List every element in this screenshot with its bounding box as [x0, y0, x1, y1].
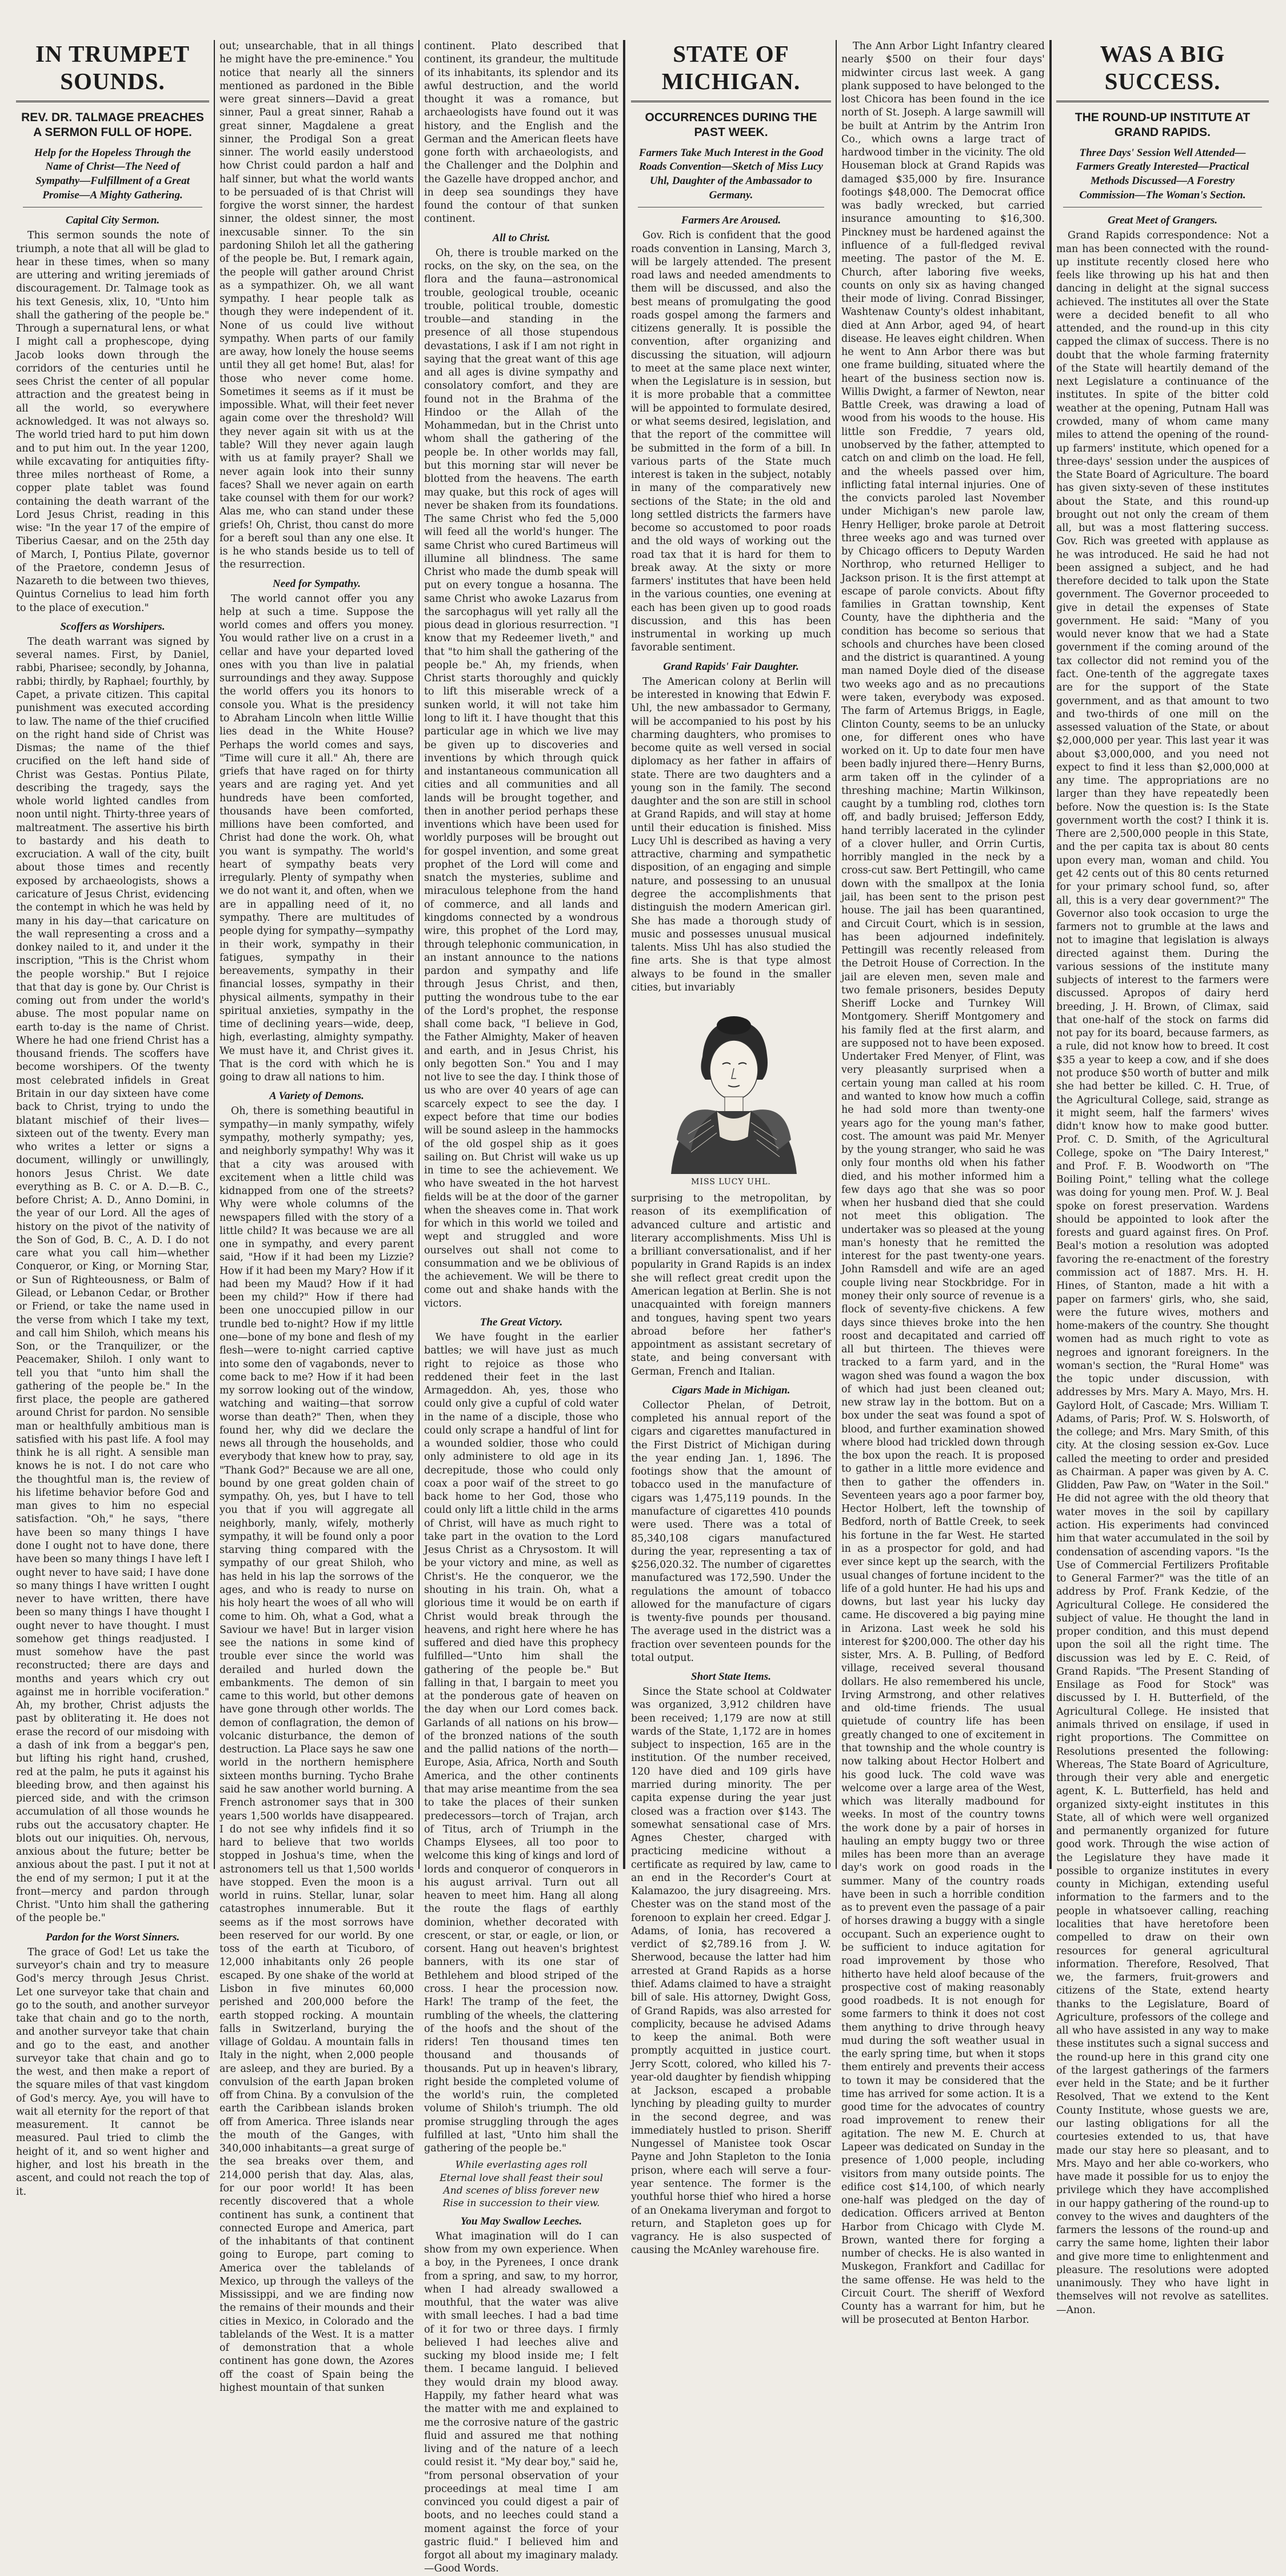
section-title: A Variety of Demons. — [269, 1090, 364, 1103]
section-title: You May Swallow Leeches. — [460, 2215, 582, 2227]
hymn-verse: While everlasting ages roll Eternal love shall feast their soul And scenes of bliss forever new Rise in succession to their view. — [440, 2159, 603, 2209]
article-paragraph: out; unsearchable, that in all things he might have the pre-eminence." You notice that nearly all the sinners mentioned as pardoned in the Bible were great sinners—David a great sinner, Paul a great sinner, Rahab a great sinner, Magdalene a great sinner, the Prodigal Son a great sinner. The world easily understood how Christ could pardon a half and half sinner, but what the world wants to be persuaded of is that Christ will forgive the worst sinner, the hardest sinner, the oldest sinner, the most inexcusable sinner. To the sin pardoning Shiloh let all the gathering of the people be. But, I remark again, the people will gather around Christ as a sympathizer. Oh, we all want sympathy. I hear people talk as though they were independent of it. None of us could live without sympathy. When parts of our family are away, how lonely the house seems until they all get home! But, alas! for those who never come home. Sometimes it seems as if it must be impossible. What, will their feet never again come over the threshold? Will they never again sit with us at the table? Will they never again laugh with us at family prayer? Shall we never again look into their sunny faces? Shall we never again on earth take counsel with them for our work? Alas me, who can stand under these griefs! Oh, Christ, thou canst do more for a bereft soul than any one else. It is he who stands beside us to tell of the resurrection. — [219, 41, 414, 571]
article-paragraph: continent. Plato described that continent, its grandeur, the multitude of its inhabitants, its splendor and its awful destruction, and the world thought it was a romance, but archaeologists have found out it was history, and the English and the German and the American fleets have gone forth with archaeologists, and the Challenger and the Dolphin and the Gazelle have dropped anchor, and in deep sea soundings they have found the contour of that sunken continent. — [424, 41, 618, 225]
subdeck-round-up: Three Days' Session Well Attended—Farmers Greatly Interested—Practical Methods Discussed—A Forestry Commission—The Woman's Section. — [1063, 146, 1262, 208]
article-paragraph: Collector Phelan, of Detroit, completed his annual report of the cigars and cigarettes manufactured in the First District of Michigan during the year ending Jan. 1, 1896. The footings show that the amount of tobacco used in the manufacture of cigars was 1,475,119 pounds. In the manufacture of cigarettes 410 pounds were used. There was a total of 85,340,108 cigars manufactured during the year, representing a tax of $256,020.32. The number of cigarettes manufactured was 172,590. Under the regulations the amount of tobacco allowed for the manufacture of cigars is twenty-five pounds per thousand. The average used in the district was a fraction over seventeen pounds for the total output. — [631, 1399, 831, 1664]
section-title: Capital City Sermon. — [65, 214, 160, 227]
article-paragraph: The Ann Arbor Light Infantry cleared nearly $500 on their four days' midwinter circus last week. A gang plank supposed to have belonged to the lost Chicora has been found in the ice north of St. Joseph. A large sawmill will be built at Antrim by the Antrim Iron Co., which owns a large tract of hardwood timber in the vicinity. The old Houseman block at Grand Rapids was damaged $35,000 by fire. Insurance footings $48,000. The Democrat office was badly wrecked, but carried insurance amounting to $16,300. Pinckney must be hardened against the influence of a full-fledged revival meeting. The pastor of the M. E. Church, after laboring five weeks, counts on only six as having changed their mode of living. Conrad Bissinger, Washtenaw County's oldest inhabitant, died at Ann Arbor, aged 94, of heart disease. He leaves eight children. When he went to Ann Arbor there was but one frame building, situated where the heart of the business section now is. Willis Dwight, a farmer of Newton, near Battle Creek, was drawing a load of wood from his woods to the house. His little son Freddie, 7 years old, unobserved by the father, attempted to catch on and climb on the load. He fell, and the wheels passed over him, inflicting fatal internal injuries. One of the convicts paroled last November under Michigan's new parole law, Henry Helliger, broke parole at Detroit three weeks ago and was turned over by Chicago officers to Deputy Warden Northrop, who returned Helliger to Jackson prison. It is the first attempt at escape of parole convicts. About fifty families in Grattan township, Kent County, have the diphtheria and the condition has become so serious that schools and churches have been closed and the district is quarantined. A young man named Doyle died of the disease two weeks ago and as no precautions were taken, everybody was exposed. The farm of Artemus Briggs, in Eagle, Clinton County, seems to be an unlucky one, for different ones who have worked on it. Up to date four men have been badly injured there—Henry Burns, arm taken off in the cylinder of a threshing machine; Martin Wilkinson, caught by a tumbling rod, clothes torn off, and badly bruised; Jefferson Eddy, hand terribly lacerated in the cylinder of a clover huller, and Orrin Curtis, horribly mangled in the neck by a cross-cut saw. Bert Pettingill, who came down with the smallpox at the Ionia jail, has been sent to the prison pest house. The jail has been quarantined, and Circuit Court, which is in session, has been adjourned indefinitely. Pettingill was recently released from the Detroit House of Correction. In the jail are eleven men, seven male and two female prisoners, besides Deputy Sheriff Locke and Turnkey Will Montgomery. Sheriff Montgomery and his family fled at the first alarm, and are supposed not to have been exposed. Undertaker Fred Menyer, of Flint, was very pleasantly surprised when a certain young man called at his room and wanted to know how much a coffin he had sold more than twenty-one years ago for the young man's father, cost. The amount was paid Mr. Menyer by the young stranger, who said he was only four months old when his father died, and his mother informed him a few days ago that she was so poor when her husband died that she could not meet this obligation. The undertaker was so pleased at the young man's honesty that he remitted the interest for the past twenty-one years. John Ramsdell and wife are an aged couple living near Stockbridge. For in money their only source of revenue is a flock of seventy-five chickens. A few days since thieves broke into the hen roost and decapitated and carried off all but thirteen. The thieves were tracked to a farm yard, and in the wagon shed was found a wagon the box of which had just been cleaned out; new straw lay in the bottom. But on a box under the seat was found a spot of blood, and further examination showed where blood had trickled down through the box upon the reach. It is proposed to gather in a little more evidence and then to gather the offenders in. Seventeen years ago a poor farmer boy, Hector Holbert, left the township of Bedford, north of Battle Creek, to seek his fortune in the far West. He started in as a prospector for gold, and had ever since kept up the search, with the usual changes of fortune incident to the life of a gold hunter. He had his ups and downs, but last year his lucky day came. He discovered a big paying mine in Arizona. Last week he sold his interest for $200,000. The other day his sister, Mrs. A. B. Pulling, of Bedford village, received several thousand dollars. He also remembered his uncle, Irving Armstrong, and other relatives and old-time friends. The usual quietude of country life has been greatly changed to one of excitement in that township and the whole country is now talking about Hector Holbert and his good luck. The cold wave was welcome over a large area of the West, which was literally madbound for weeks. In most of the country towns the work done by a pair of horses in hauling an empty buggy two or three miles has been more than an average day's work on good roads in the summer. Many of the country roads have been in such a horrible condition as to prevent even the passage of a pair of horses drawing a buggy with a single occupant. Such an experience ought to be sufficient to induce agitation for road improvement by those who hitherto have held aloof because of the prospective cost of making reasonably good roadbeds. It is not enough for some farmers to think it does not cost them anything to drive through heavy mud during the soft weather usual in the early spring time, but when it stops them entirely and prevents their access to town it may be considered that the time has arrived for some action. It is a good time for the advocates of country road improvement to renew their agitation. The new M. E. Church at Lapeer was dedicated on Sunday in the presence of 1,000 people, including visitors from many outside points. The edifice cost $14,100, of which nearly one-half was pledged on the day of dedication. Officers arrived at Benton Harbor from Chicago with Clyde M. Brown, wanted there for forging a number of checks. He is also wanted in Muskegon, Frankfort and Cadillac for the same offense. He was held to the Circuit Court. The sheriff of Wexford County has a warrant for him, but he will be prosecuted at Benton Harbor. — [841, 41, 1045, 2326]
column-rule — [418, 40, 420, 1869]
column-2 — [219, 40, 414, 2394]
article-paragraph: We have fought in the earlier battles; we will have just as much right to rejoice as those who reddened their feet in the last Armageddon. Ah, yes, those who could only give a cupful of cold water in the name of a disciple, those who could only scrape a handful of lint for a wounded soldier, those who could only administere to old age in its decrepitude, those who could only coax a poor waif of the street to go back home to her God, those who could only lift a little child in the arms of Christ, will have as much right to take part in the ovation to the Lord Jesus Christ as a Chrysostom. It will be your victory and mine, as well as Christ's. He the conqueror, we the shouting in his train. Oh, what a glorious time it would be on earth if Christ would break through the heavens, and right here where he has suffered and died have this prophecy fulfilled—"Unto him shall the gathering of the people be." But falling in that, I bargain to meet you at the ponderous gate of heaven on the day when our Lord comes back. Garlands of all nations on his brow—of the bronzed nations of the south and the pallid nations of the north—Europe, Asia, Africa, North and South America, and the other continents that may arise meantime from the sea to take the places of their sunken predecessors—torch of Trajan, arch of Titus, arch of Triumph in the Champs Elysees, all too poor to welcome this king of kings and lord of lords and conqueror of conquerors in his august arrival. Turn out all heaven to meet him. Hang all along the route the flags of earthly dominion, whether decorated with crescent, or star, or eagle, or lion, or corsent. Hang out heaven's brightest banners, with its one star of Bethlehem and blood striped of the cross. I hear the procession now. Hark! The tramp of the feet, the rumbling of the wheels, the clattering of the hoofs and the shout of the riders! Ten thousand times ten thousand and thousands of thousands. Put up in heaven's library, right beside the completed volume of the world's ruin, the completed volume of Shiloh's triumph. The old promise struggling through the ages fulfilled at last, "Unto him shall the gathering of the people be." — [424, 1331, 618, 2155]
section-title: Short State Items. — [691, 1671, 771, 1683]
column-rule-heavy — [1049, 40, 1052, 1869]
article-paragraph: surprising to the metropolitan, by reason of its exemplification of advanced culture and artistic and literary accomplishments. Miss Uhl is a brilliant conversationalist, and if her popularity in Grand Rapids is an index she will reflect great credit upon the American legation at Berlin. She is not unacquainted with foreign manners and tongues, having spent two years abroad before her father's appointment as assistant secretary of state, and being conversant with German, French and Italian. — [631, 1193, 831, 1377]
section-title: Pardon for the Worst Sinners. — [45, 1931, 180, 1943]
article-paragraph: The death warrant was signed by several names. First, by Daniel, rabbi, Pharisee; secondly, by Johanna, rabbi; thirdly, by Raphael; fourthly, by Capet, a private citizen. This capital punishment was executed according to law. The name of the thief crucified on the right hand side of Christ was Dismas; the name of the thief crucified on the left hand side of Christ was Gestas. Pontius Pilate, describing the tragedy, says the whole world lighted candles from noon until night. Thirty-three years of maltreatment. The assertive his birth to bastardy and his death to excruciation. A wall of the city, built about those times and recently exposed by archaeologists, shows a caricature of Jesus Christ, evidencing the contempt in which he was held by many in his day—that caricature on the wall representing a cross and a donkey nailed to it, and under it the inscription, "This is the Christ whom the people worship." But I rejoice that that day is gone by. Our Christ is coming out from under the world's abuse. The most popular name on earth to-day is the name of Christ. Where he had one friend Christ has a thousand friends. The scoffers have become worshipers. Of the twenty most celebrated infidels in Great Britain in our day sixteen have come back to Christ, trying to undo the blatant mischief of their lives—sixteen out of the twenty. Every man who writes a letter or signs a document, willingly or unwillingly, honors Jesus Christ. We date everything as B. C. or A. D.—B. C., before Christ; A. D., Anno Domini, in the year of our Lord. All the ages of history on the pivot of the nativity of the Son of God, B. C., A. D. I do not care what you call him—whether Conqueror, or King, or Morning Star, or Sun of Righteousness, or Balm of Gilead, or Lebanon Cedar, or Brother or Friend, or take the name used in the verse from which I take my text, and call him Shiloh, which means his Son, or the Tranquilizer, or the Peacemaker, Shiloh. I only want to tell you that "unto him shall the gathering of the people be." In the first place, the people are gathered around Christ for pardon. No sensible man or healthfully ambitious man is satisfied with his past life. A fool may think he is all right. A sensible man knows he is not. I do not care who the thoughtful man is, the review of his lifetime behavior before God and man gives to him no especial satisfaction. "Oh," he says, "there have been so many things I have done I ought not to have done, there have been so many things I have left I ought never to have said; I have done so many things I have written I ought never to have written, there have been so many things I have thought I ought never to have thought. I must somehow get things readjusted. I must somehow have the past reconstructed; there are days and months and years which cry out against me in horrible vociferation." Ah, my brother, Christ adjusts the past by obliterating it. He does not erase the record of our misdoing with a dash of ink from a beggar's pen, but lifting his right hand, crushed, red at the palm, he puts it against his bleeding brow, and then against his pierced side, and with the crimson accumulation of all those wounds he rubs out the accusatory chapter. He blots out our iniquities. Oh, nervous, anxious about the future; better be anxious about the past. I put it not at the end of my sermon; I put it at the front—mercy and pardon through Christ. "Unto him shall the gathering of the people be." — [16, 636, 209, 1924]
column-rule-heavy — [623, 40, 625, 1869]
article-paragraph: Since the State school at Coldwater was organized, 3,912 children have been received; 1,179 are now at still wards of the State, 1,172 are in homes subject to inspection, 165 are in the institution. Of the number received, 120 have died and 109 girls have married during minority. The per capita expense during the year just closed was a fraction over $143. The somewhat sensational case of Mrs. Agnes Chester, charged with practicing medicine without a certificate as required by law, came to an end in the Recorder's Court at Kalamazoo, the jury disagreeing. Mrs. Chester was on the stand most of the forenoon to explain her creed. Edgar J. Adams, of Ionia, has recovered a verdict of $2,789.16 from J. W. Sherwood, because the latter had him arrested at Grand Rapids as a horse thief. Adams claimed to have a straight bill of sale. His attorney, Dwight Goss, of Grand Rapids, was also arrested for complicity, because he advised Adams to keep the animal. Both were promptly acquitted in justice court. Jerry Scott, colored, who killed his 7-year-old daughter by fiendish whipping at Jackson, escaped a probable lynching by pleading guilty to murder in the second degree, and was immediately hustled to prison. Sheriff Nungessel of Manistee took Oscar Payne and John Stapleton to the Ionia prison, where each will serve a four-year sentence. The former is the youthful horse thief who hired a horse of an Onekama liveryman and forgot to return, and Stapleton goes up for vagrancy. He is also suspected of causing the McAnley warehouse fire. — [631, 1686, 831, 2257]
column-5 — [841, 40, 1045, 2326]
headline-big-success: WAS A BIG SUCCESS. — [1056, 40, 1269, 102]
column-3 — [424, 40, 618, 2575]
column-rule — [836, 40, 837, 1869]
column-rule — [214, 40, 215, 1869]
portrait-caption: MISS LUCY UHL. — [691, 1177, 771, 1187]
article-paragraph: Oh, there is something beautiful in sympathy—in manly sympathy, wifely sympathy, motherly sympathy; yes, and neighborly sympathy! Why was it that a city was aroused with excitement when a little child was kidnapped from one of the streets? Why were whole columns of the newspapers filled with the story of a little child? It was because we are all one in sympathy, and every parent said, "How if it had been my Lizzie? How if it had been my Mary? How if it had been my Maud? How if it had been my child?" How if there had been one unoccupied pillow in our trundle bed to-night? How if my little one—bone of my bone and flesh of my flesh—were to-night carried captive into some den of vagabonds, never to come back to me? How if it had been my sorrow looking out of the window, watching and waiting—that sorrow worse than death?" Then, when they found her, why did we declare the news all through the households, and everybody that knew how to pray, say, "Thank God?" Because we are all one, bound by one great golden chain of sympathy. Oh, yes, but I have to tell you that if you will aggregate all neighborly, manly, wifely, motherly sympathy, it will be found only a poor starving thing compared with the sympathy of our great Shiloh, who has held in his lap the sorrows of the ages, and who is ready to nurse on his holy heart the woes of all who will come to him. Oh, what a God, what a Saviour we have! But in larger vision see the nations in some kind of trouble ever since the world was derailed and hurled down the embankments. The demon of sin came to this world, but other demons have gone through other worlds. The demon of conflagration, the demon of volcanic disturbance, the demon of destruction. La Place says he saw one world in the northern hemisphere sixteen months burning. Tycho Brahe said he saw another world burning. A French astronomer says that in 300 years 1,500 worlds have disappeared. I do not see why infidels find it so hard to believe that two worlds stopped in Joshua's time, when the astronomers tell us that 1,500 worlds have stopped. Even the moon is a world in ruins. Stellar, lunar, solar catastrophes innumerable. But it seems as if the most sorrows have been reserved for our world. By one toss of the earth at Ticuboro, of 12,000 inhabitants only 26 people escaped. By one shake of the world at Lisbon in five minutes 60,000 perished and 200,000 before the earth stopped rocking. A mountain falls in Switzerland, burying the village of Goldau. A mountain falls in Italy in the night, when 2,000 people are asleep, and they are buried. By a convulsion of the earth Japan broken off from China. By a convulsion of the earth the Caribbean islands broken off from America. Three islands near the mouth of the Ganges, with 340,000 inhabitants—a great surge of the sea breaks over them, and 214,000 perish that day. Alas, alas, for our poor world! It has been recently discovered that a whole continent has sunk, a continent that connected Europe and America, part of the inhabitants of that continent going to Europe, part coming to America over the tablelands of Mexico, up through the valleys of the Mississippi, and we are finding now the remains of their mounds and their cities in Mexico, in Colorado and the tablelands of the West. It is a matter of demonstration that a whole continent has gone down, the Azores off the coast of Spain being the highest mountain of that sunken — [219, 1105, 414, 2394]
column-6 — [1056, 40, 1269, 2316]
section-title: Cigars Made in Michigan. — [672, 1384, 790, 1396]
article-paragraph: This sermon sounds the note of triumph, a note that all will be glad to hear in these times, when so many are uttering and writing jeremiads of discouragement. Dr. Talmage took as his text Genesis, xlix, 10, "Unto him shall the gathering of the people be." Through a supernatural lens, or what I might call a prophescope, dying Jacob looks down through the corridors of the centuries until he sees Christ the center of all popular attraction and the greatest being in all the world, so everywhere acknowledged. It was not always so. The world tried hard to put him down and to put him out. In the year 1200, while excavating for antiquities fifty-three miles northeast of Rome, a copper plate tablet was found containing the death warrant of the Lord Jesus Christ, reading in this wise: "In the year 17 of the empire of Tiberius Caesar, and on the 25th day of March, I, Pontius Pilate, governor of the Praetore, condemn Jesus of Nazareth to die between two thieves, Quintus Cornelius to lead him forth to the place of execution." — [16, 230, 209, 614]
article-paragraph: Oh, there is trouble marked on the rocks, on the sky, on the sea, on the flora and the fauna—astronomical trouble, geological trouble, oceanic trouble, political trouble, domestic trouble—and standing in the presence of all those stupendous devastations, I ask if I am not right in saying that the great want of this age and all ages is divine sympathy and consolatory comfort, and they are found not in the Brahma of the Hindoo or the Allah of the Mohammedan, but in the Christ unto whom shall the gathering of the people be. In other worlds may fall, but this morning star will never be blotted from the heavens. The earth may quake, but this rock of ages will never be shaken from its foundations. The same Christ who fed the 5,000 will feed all the world's hunger. The same Christ who cured Bartimeus will illumine all blindness. The same Christ who made the dumb speak will put on every tongue a hosanna. The same Christ who awoke Lazarus from the sarcophagus will yet rally all the pious dead in glorious resurrection. "I know that my Redeemer liveth," and that "to him shall the gathering of the people be." Ah, my friends, when Christ starts thoroughly and quickly to lift this miserable wreck of a sunken world, it will not take him long to lift it. I have thought that this particular age in which we live may be given up to discoveries and inventions by which through quick and instantaneous communication all cities and all communities and all lands will be brought together, and then in another period perhaps these inventions which have been used for worldly purposes will be brought out for gospel invention, and some great prophet of the Lord will come and snatch the mysteries, sublime and miraculous telephone from the hand of commerce, and all lands and kingdoms connected by a wondrous wire, this prophet of the Lord may, through telephonic communication, in an instant announce to the nations pardon and sympathy and life through Jesus Christ, and then, putting the wondrous tube to the ear of the Lord's prophet, the response shall come back, "I believe in God, the Father Almighty, Maker of heaven and earth, and in Jesus Christ, his only begotten Son." You and I may not live to see the day. I think those of us who are over 40 years of age can scarcely expect to see the day. I expect before that time our bodies will be sound asleep in the hammocks of the old gospel ship as it goes sailing on. But Christ will wake us up in time to see the achievement. We who have sweated in the hot harvest fields will be at the door of the garner when the sheaves come in. That work for which in this world we toiled and wept and struggled and wore ourselves out shall not come to consummation and we be oblivious of the achievement. We will be there to come out and shake hands with the victors. — [424, 247, 618, 1309]
article-paragraph: What imagination will do I can show from my own experience. When a boy, in the Pyrenees, I once drank from a spring, and saw, to my horror, when I had already swallowed a mouthful, that the water was alive with small leeches. I had a bad time of it for two or three days. I firmly believed I had leeches alive and sucking my blood inside me; I felt them. I became languid. I believed they would drain my blood away. Happily, my father heard what was the matter with me and explained to me the corrosive nature of the gastric fluid and assured me that nothing living and of the nature of a leech could resist it. "My dear boy," said he, "from personal observation of your proceedings at meal time I am convinced you could digest a pair of boots, and no leeches could stand a moment against the force of your gastric fluid." I believed him and forgot all about my imaginary malady.—Good Words. — [424, 2230, 618, 2575]
section-title: Grand Rapids' Fair Daughter. — [663, 660, 799, 673]
section-title: Need for Sympathy. — [273, 577, 361, 590]
section-title: Scoffers as Worshipers. — [60, 620, 165, 633]
deck-talmage: REV. DR. TALMAGE PREACHES A SERMON FULL OF HOPE. — [21, 111, 204, 139]
column-4 — [631, 40, 831, 2257]
deck-round-up: THE ROUND-UP INSTITUTE AT GRAND RAPIDS. — [1075, 111, 1251, 139]
subdeck-michigan: Farmers Take Much Interest in the Good Roads Convention—Sketch of Miss Lucy Uhl, Daughter of the Ambassador to Germany. — [638, 146, 824, 208]
section-title: Farmers Are Aroused. — [681, 214, 781, 227]
headline-trumpet-sounds: IN TRUMPET SOUNDS. — [16, 40, 209, 102]
section-title: The Great Victory. — [480, 1316, 563, 1328]
article-paragraph: Grand Rapids correspondence: Not a man has been connected with the round-up institute recently closed here who feels like throwing up his hat and then dancing in delight at the signal success achieved. The institutes all over the State were a decided benefit to all who attended, and the round-up in this city capped the climax of success. There is no doubt that the whole farming fraternity of the State will heartily demand of the next Legislature a continuance of the institutes. In spite of the bitter cold weather at the opening, Putnam Hall was crowded, many of whom came many miles to attend the opening of the round-up farmers' institute, which opened for a three-days' session under the auspices of the State Board of Agriculture. The board has given sixty-seven of these institutes about the State, and this round-up brought out not only the cream of them all, but was a most flattering success. Gov. Rich was greeted with applause as he was introduced. He said he had not been assigned a subject, and he had therefore decided to talk upon the State government. The Governor proceeded to give in detail the expenses of State government. He said: "Many of you would never know that we had a State government if the coming around of the tax collector did not remind you of the fact. One-tenth of the aggregate taxes are for the support of the State government, and as that amount to two and two-thirds of one mill on the assessed valuation of the State, or about $2,000,000 per year. This last year it was about $3,000,000, and you need not expect to find it less than $2,000,000 at any time. The appropriations are no larger than they have repeatedly been before. Now the question is: Is the State government worth the cost? I think it is. There are 2,500,000 people in this State, and the per capita tax is about 80 cents upon every man, woman and child. You get 42 cents out of this 80 cents returned for your primary school fund, so, after all, this is a very dear government?" The Governor also took occasion to urge the farmers not to grumble at the laws and not to imagine that legislation is always directed against them. During the various sessions of the institute many subjects of interest to the farmers were discussed. Apropos of dairy herd breeding, J. H. Brown, of Climax, said that one-half of the stock on farms did not pay for its board, because farmers, as a rule, did not know how to breed. It cost $35 a year to keep a cow, and if she does not produce $50 worth of butter and milk she had better be killed. C. H. True, of the Agricultural College, said, strange as it might seem, half the farmers' wives didn't know how to make good butter. Prof. C. D. Smith, of the Agricultural College, spoke on "The Dairy Interest," and Prof. F. B. Woodworth on "The Boiling Point," telling what the college was doing for young men. Prof. W. J. Beal spoke on forest preservation. Wardens should be appointed to look after the forests and guard against fires. On Prof. Beal's motion a resolution was adopted favoring the re-enactment of the forestry commission act of 1887. Mrs. H. H. Hines, of Stanton, made a hit with a paper on farmers' girls, who, she said, were the future wives, mothers and home-makers of the country. She thought women had as much right to vote as negroes and ignorant foreigners. In the woman's section, the "Rural Home" was the topic under discussion, with addresses by Mrs. Mary A. Mayo, Mrs. H. Gaylord Holt, of Cascade; Mrs. William T. Adams, of Paris; Prof. W. S. Holsworth, of the college; and Mrs. Mary Smith, of this city. At the closing session ex-Gov. Luce called the meeting to order and presided as Chairman. A paper was given by A. C. Glidden, Paw Paw, on "Water in the Soil." He did not agree with the old theory that water moves in the soil by capillary action. His experiments had convinced him that water accumulated in the soil by condensation of ascending vapors. "Is the Use of Commercial Fertilizers Profitable to General Farmer?" was the title of an address by Prof. Frank Kedzie, of the Agricultural College. He considered the subject of value. He thought the land in proper condition, and this must depend upon the soil all the right time. The discussion was led by E. C. Reid, of Grand Rapids. "The Present Standing of Ensilage as Food for Stock" was discussed by I. H. Butterfield, of the Agricultural College. He insisted that animals thrived on ensilage, if used in right proportions. The Committee on Resolutions presented the following: Whereas, The State Board of Agriculture, through their very able and energetic agent, K. L. Butterfield, has held and organized sixty-eight institutes in this State, all of which were well organized and permanently organized for future good work. Through the wise action of the Legislature they have made it possible to organize institutes in every county in Michigan, extending useful information to the farmers and to the people in whatsoever calling, reaching localities that have heretofore been compelled to draw on their own resources for general agricultural information. Therefore, Resolved, That we, the farmers, fruit-growers and citizens of the State, extend hearty thanks to the Legislature, Board of Agriculture, professors of the college and all who have assisted in any way to make these institutes such a signal success and the round-up here in this grand city one of the largest gatherings of the farmers ever held in the State; and be it further Resolved, That we extend to the Kent County Institute, whose guests we are, our lasting obligations for all the courtesies extended to us, that have made our stay here so pleasant, and to Mrs. Mayo and her able co-workers, who have made it possible for us to enjoy the privilege which they have accomplished in our happy gathering of the round-up to convey to the wives and daughters of the farmers the lessons of the round-up and carry the same home, lighten their labor and give more time to enlightenment and pleasure. The resolutions were adopted unanimously. They who have light in themselves will not revolve as satellites.—Anon. — [1056, 230, 1269, 2316]
article-paragraph: The world cannot offer you any help at such a time. Suppose the world comes and offers you money. You would rather live on a crust in a cellar and have your departed loved ones with you than live in palatial surroundings and they away. Suppose the world offers you its honors to console you. What is the presidency to Abraham Lincoln when little Willie lies dead in the White House? Perhaps the world comes and says, "Time will cure it all." Ah, there are griefs that have raged on for thirty years and are raging yet. And yet hundreds have been comforted, thousands have been comforted, millions have been comforted, and Christ had done the work. Oh, what you want is sympathy. The world's heart of sympathy beats very irregularly. Plenty of sympathy when we do not want it, and often, when we are in appalling need of it, no sympathy. There are multitudes of people dying for sympathy—sympathy in their work, sympathy in their fatigues, sympathy in their bereavements, sympathy in their financial losses, sympathy in their physical ailments, sympathy in their spiritual anxieties, sympathy in the time of declining years—wide, deep, high, everlasting, almighty sympathy. We must have it, and Christ gives it. That is the cord with which he is going to draw all nations to him. — [219, 593, 414, 1084]
headline-state-of-michigan: STATE OF MICHIGAN. — [631, 40, 831, 102]
subdeck-talmage: Help for the Hopeless Through the Name of Christ—The Need of Sympathy—Fulfillment of a Great Promise—A Mighty Gathering. — [23, 146, 202, 208]
deck-occurrences: OCCURRENCES DURING THE PAST WEEK. — [645, 111, 817, 139]
article-paragraph: Gov. Rich is confident that the good roads convention in Lansing, March 3, will be largely attended. The present road laws and needed amendments to them will be discussed, and also the best means of promulgating the good roads gospel among the farmers and citizens generally. It is possible the convention, after organizing and discussing the situation, will adjourn to meet at the same place next winter, when the Legislature is in session, but it is more probable that a committee will be appointed to formulate desired, or what seems desired, legislation, and that the report of the committee will be submitted in the form of a bill. In various parts of the State much interest is taken in the subject, notably in many of the comparatively new sections of the State; in the old and long settled districts the farmers have become so accustomed to poor roads and the old ways of working out the road tax that it is hard for them to break away. At the sixty or more farmers' institutes that have been held in the various counties, one evening at each has been given up to good roads discussion, and this has been instrumental in working up much favorable sentiment. — [631, 230, 831, 654]
article-paragraph: The American colony at Berlin will be interested in knowing that Edwin F. Uhl, the new ambassador to Germany, will be accompanied to his post by his charming daughters, who promises to become quite as well versed in social diplomacy as her father in affairs of state. There are two daughters and a young son in the family. The second daughter and the son are still in school at Grand Rapids, and will stay at home until their education is finished. Miss Lucy Uhl is described as having a very attractive, charming and sympathetic disposition, of an engaging and simple nature, and possessing to an unusual degree the accomplishments that distinguish the modern American girl. She has made a thorough study of music and possesses unusual musical talents. Miss Uhl has also studied the fine arts. She is that type almost always to be found in the smaller cities, but invariably — [631, 676, 831, 993]
article-paragraph: The grace of God! Let us take the surveyor's chain and try to measure God's mercy through Jesus Christ. Let one surveyor take that chain and go to the south, and another surveyor take that chain and go to the north, and another surveyor take that chain and go to the east, and another surveyor take that chain and go to the west, and then make a report of the square miles of that vast kingdom of God's mercy. Aye, you will have to wait all eternity for the report of that measurement. It cannot be measured. Paul tried to climb the height of it, and so went higher and higher, and lost his breath in the ascent, and could not reach the top of it. — [16, 1946, 209, 2198]
section-title: All to Christ. — [492, 231, 550, 244]
column-1 — [16, 40, 209, 2198]
portrait-illustration — [637, 1003, 825, 1174]
section-title: Great Meet of Grangers. — [1107, 214, 1218, 227]
